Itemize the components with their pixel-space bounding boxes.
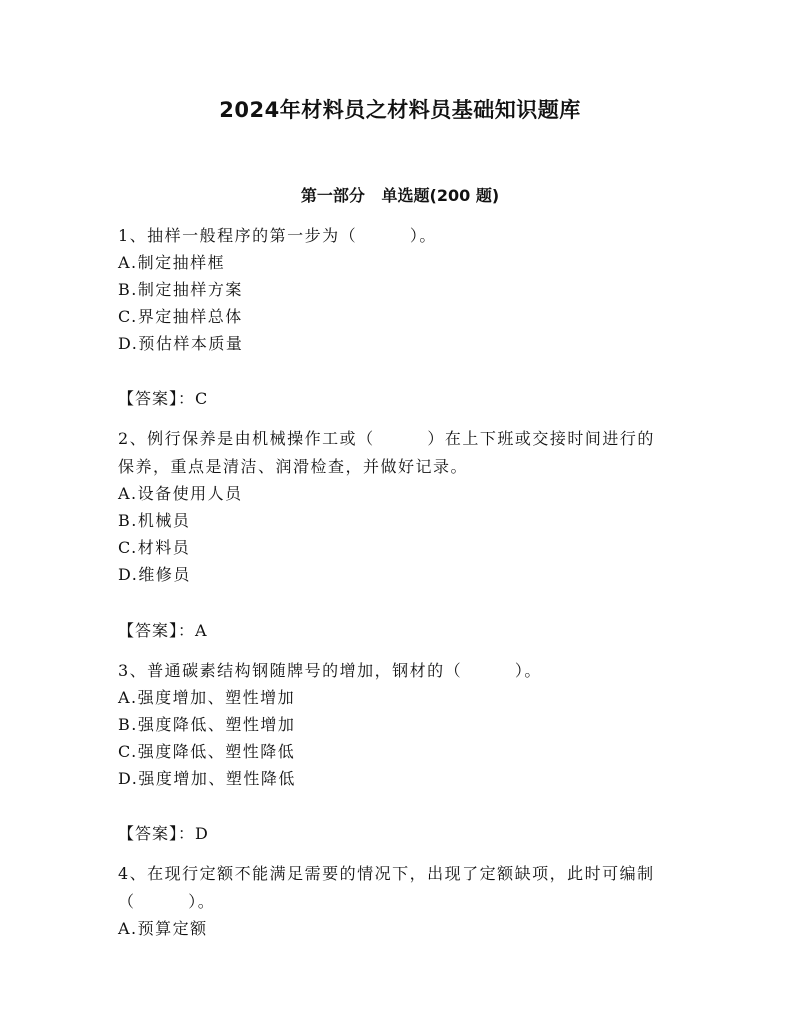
question-1-option-c: C.界定抽样总体 bbox=[118, 307, 243, 326]
question-4-option-a: A.预算定额 bbox=[118, 919, 208, 938]
question-1-answer: 【答案】：C bbox=[118, 389, 209, 408]
document-title: 2024年材料员之材料员基础知识题库 bbox=[219, 98, 581, 122]
question-2-stem-line-1: 2、例行保养是由机械操作工或（ ）在上下班或交接时间进行的 bbox=[118, 429, 655, 448]
question-3-option-c: C.强度降低、塑性降低 bbox=[118, 742, 296, 761]
question-3-answer: 【答案】：D bbox=[118, 824, 209, 843]
question-4-stem-line-2: （ ）。 bbox=[118, 892, 216, 911]
question-2-answer: 【答案】：A bbox=[118, 621, 208, 640]
question-1-option-a: A.制定抽样框 bbox=[118, 253, 226, 272]
question-2-option-a: A.设备使用人员 bbox=[118, 484, 243, 503]
question-3-option-d: D.强度增加、塑性降低 bbox=[118, 769, 296, 788]
question-4-stem-line-1: 4、在现行定额不能满足需要的情况下，出现了定额缺项，此时可编制 bbox=[118, 864, 655, 883]
question-2-option-b: B.机械员 bbox=[118, 511, 191, 530]
question-1-option-b: B.制定抽样方案 bbox=[118, 280, 243, 299]
question-1-stem: 1、抽样一般程序的第一步为（ ）。 bbox=[118, 226, 437, 245]
question-3-stem: 3、普通碳素结构钢随牌号的增加，钢材的（ ）。 bbox=[118, 661, 542, 680]
question-3-option-b: B.强度降低、塑性增加 bbox=[118, 715, 296, 734]
question-2-option-d: D.维修员 bbox=[118, 565, 191, 584]
question-2-stem-line-2: 保养，重点是清洁、润滑检查，并做好记录。 bbox=[118, 457, 469, 476]
question-3-option-a: A.强度增加、塑性增加 bbox=[118, 688, 296, 707]
question-1-option-d: D.预估样本质量 bbox=[118, 334, 244, 353]
section-title: 第一部分 单选题(200 题) bbox=[300, 186, 500, 205]
question-2-option-c: C.材料员 bbox=[118, 538, 191, 557]
